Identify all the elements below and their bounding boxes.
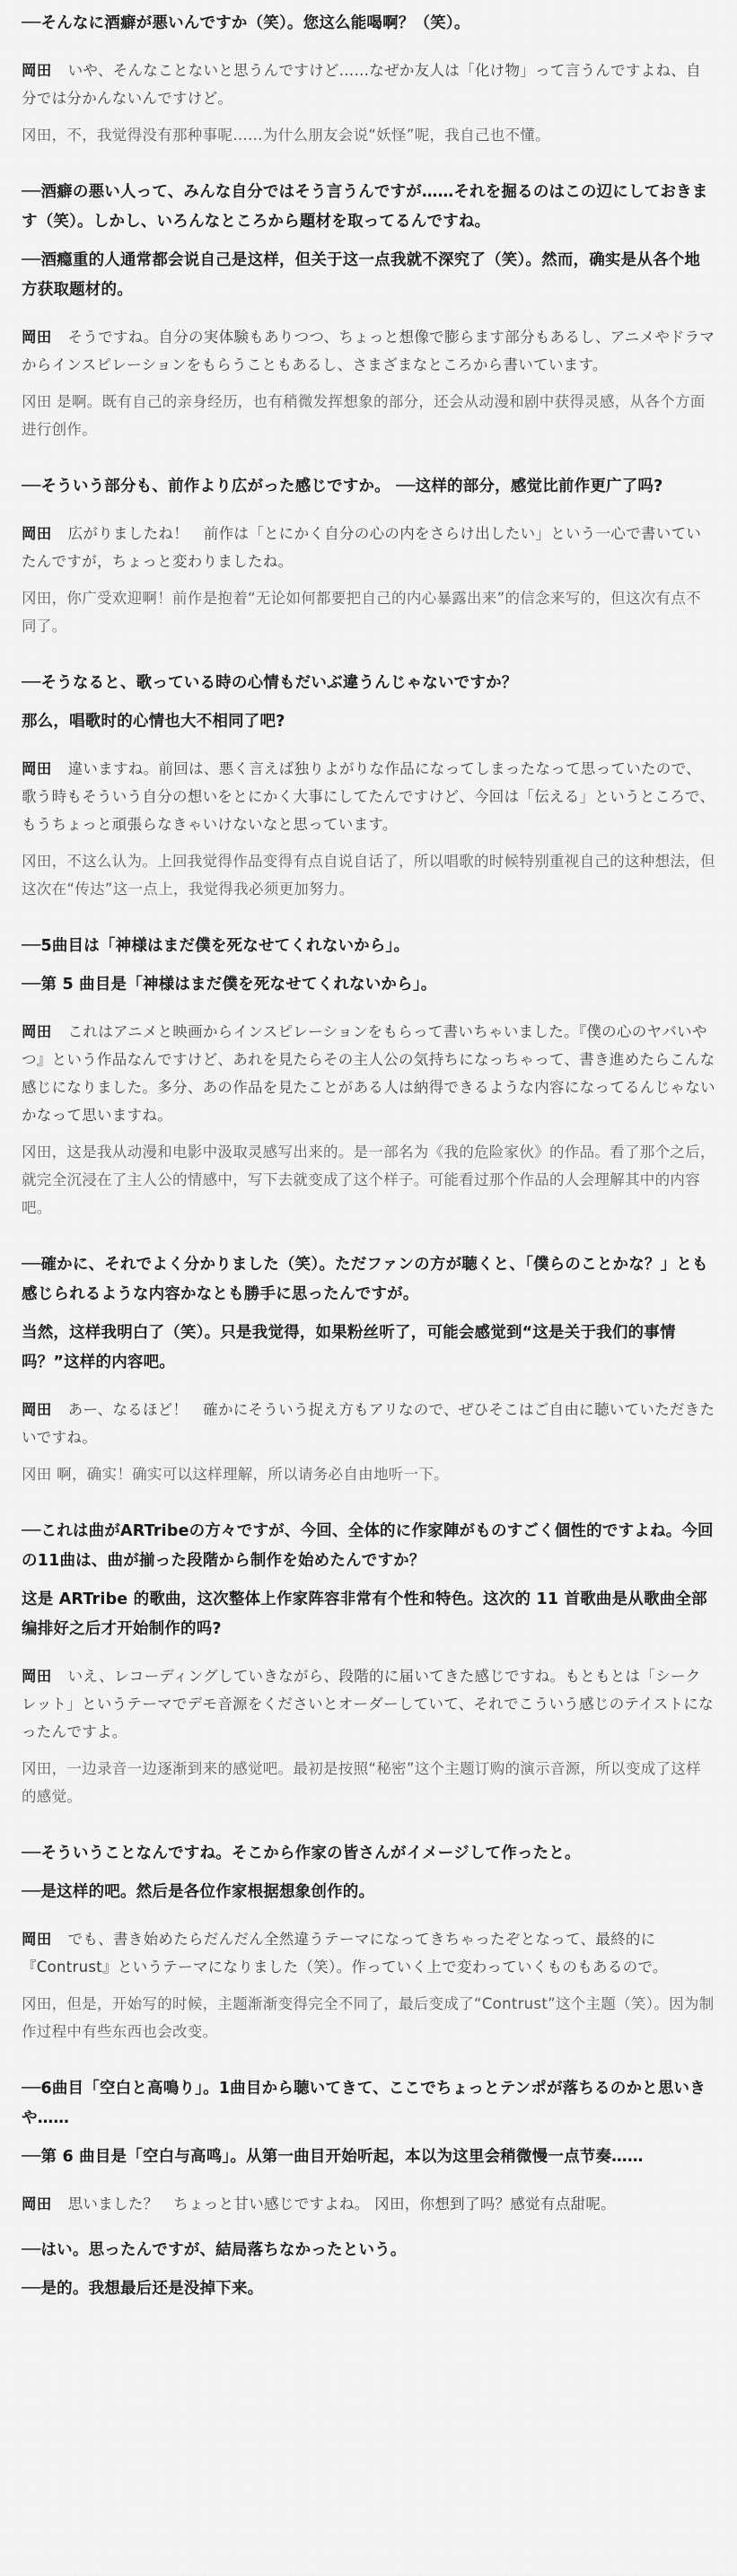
speaker-name: 岡田: [22, 1931, 52, 1948]
interviewer-question: ──5曲目は「神様はまだ僕を死なせてくれないから」。: [22, 937, 410, 955]
answer-text: 違いますね。前回は、悪く言えば独りよがりな作品になってしまったなって思っていたので、歌う時もそういう自分の想いをとにかく大事にしてたんですけど、今回は「伝える」というところで、もうちょっと頑張らなきゃいけないなと思っています。: [22, 760, 715, 833]
interviewer-question: ──酒癖の悪い人って、みんな自分ではそう言うんですが……それを掘るのはこの辺にしておきます（笑）。しかし、いろんなところから題材を取ってるんですね。: [22, 183, 708, 231]
interviewer-question-chinese: 这是 ARTribe 的歌曲，这次整体上作家阵容非常有个性和特色。这次的 11 首歌曲是从歌曲全部编排好之后才开始制作的吗?: [22, 1590, 707, 1638]
answer-text: そうですね。自分の実体験もありつつ、ちょっと想像で膨らます部分もあるし、アニメやドラマからインスピレーションをもらうこともあるし、さまざまなところから書いています。: [22, 329, 715, 373]
interviewer-question-chinese: ──第 6 曲目是「空白与高鸣」。从第一曲目开始听起，本以为这里会稍微慢一点节奏……: [22, 2148, 644, 2166]
answer-chinese: 冈田，你广受欢迎啊！前作是抱着“无论如何都要把自己的内心暴露出来”的信念来写的，但这次有点不同了。: [22, 590, 701, 635]
answer-japanese: [22, 2190, 715, 2218]
speaker-name: 岡田: [22, 760, 52, 777]
answer-chinese: 冈田，不这么认为。上回我觉得作品变得有点自说自话了，所以唱歌的时候特别重视自己的这种想法，但这次在“传达”这一点上，我觉得我必须更加努力。: [22, 853, 715, 898]
answer-chinese: 冈田，不，我觉得没有那种事呢……为什么朋友会说“妖怪”呢，我自己也不懂。: [22, 127, 550, 144]
speaker-name: 岡田: [22, 329, 52, 346]
answer-text: 広がりましたね！ 前作は「とにかく自分の心の内をさらけ出したい」という一心で書いていたんですが，ちょっと変わりましたね。: [22, 525, 702, 570]
speaker-name: 岡田: [22, 525, 52, 542]
speaker-name: 岡田: [22, 62, 52, 79]
interviewer-question: ──そういう部分も、前作より広がった感じですか。 ──这样的部分，感觉比前作更广了吗?: [22, 478, 663, 495]
interviewer-question: ──そうなると、歌っている時の心情もだいぶ違うんじゃないですか？: [22, 674, 518, 692]
answer-text: でも、書き始めたらだんだん全然違うテーマになってきちゃったぞとなって、最終的に『Contrust』というテーマになりました（笑）。作っていく上で変わっていくものもあるので。: [22, 1931, 668, 1976]
interviewer-question: ──これは曲がARTribeの方々ですが、今回、全体的に作家陣がものすごく個性的ですよね。今回の11曲は、曲が揃った段階から制作を始めたんですか？: [22, 1522, 714, 1570]
answer-japanese: [22, 57, 715, 112]
interviewer-question: ──そういうことなんですね。そこから作家の皆さんがイメージして作ったと。: [22, 1844, 581, 1862]
interviewer-question: ──はい。思ったんですが、結局落ちなかったという。: [22, 2241, 407, 2259]
interviewer-question-chinese: ──是的。我想最后还是没掉下来。: [22, 2280, 264, 2298]
speaker-name: 岡田: [22, 1023, 52, 1040]
answer-japanese: [22, 323, 715, 379]
speaker-name: 岡田: [22, 1401, 52, 1418]
interviewer-question-chinese: ──第 5 曲目是「神様はまだ僕を死なせてくれないから」。: [22, 976, 437, 994]
interviewer-question: ──そんなに酒癖が悪いんですか（笑）。您这么能喝啊？（笑）。: [22, 14, 470, 32]
interviewer-question-chinese: ──酒瘾重的人通常都会说自己是这样，但关于这一点我就不深究了（笑）。然而，确实是从各个地方获取题材的。: [22, 251, 701, 299]
answer-text: これはアニメと映画からインスピレーションをもらって書いちゃいました。『僕の心のヤバいやつ』という作品なんですけど、あれを見たらその主人公の気持ちになっちゃって、書き進めたらこんな感じになりました。多分、あの作品を見たことがある人は納得できるような内容になってるんじゃないかなって思いますね。: [22, 1023, 715, 1124]
answer-chinese: 冈田 啊，确实！确实可以这样理解，所以请务必自由地听一下。: [22, 1466, 449, 1483]
answer-chinese: 冈田，这是我从动漫和电影中汲取灵感写出来的。是一部名为《我的危险家伙》的作品。看了那个之后，就完全沉浸在了主人公的情感中，写下去就变成了这个样子。可能看过那个作品的人会理解其中的内容吧。: [22, 1143, 715, 1216]
interviewer-question: ──6曲目「空白と高鳴り」。1曲目から聴いてきて、ここでちょっとテンポが落ちるのかと思いきや……: [22, 2080, 706, 2127]
answer-text: 思いました？ ちょっと甘い感じですよね。: [67, 2195, 370, 2212]
interviewer-question-chinese: ──是这样的吧。然后是各位作家根据想象创作的。: [22, 1883, 375, 1901]
answer-chinese-inline: 冈田，你想到了吗？感觉有点甜呢。: [374, 2195, 616, 2212]
answer-japanese: [22, 1662, 715, 1746]
answer-japanese: [22, 1018, 715, 1129]
answer-chinese: 冈田，一边录音一边逐渐到来的感觉吧。最初是按照“秘密”这个主题订购的演示音源，所以变成了这样的感觉。: [22, 1760, 701, 1805]
speaker-name: 岡田: [22, 1668, 52, 1685]
answer-text: いえ、レコーディングしていきながら、段階的に届いてきた感じですね。もともとは「シークレット」というテーマでデモ音源をくださいとオーダーしていて、それでこういう感じのテイストになったんですよ。: [22, 1668, 714, 1740]
answer-text: いや、そんなことないと思うんですけど……なぜか友人は「化け物」って言うんですよね、自分では分かんないんですけど。: [22, 62, 701, 107]
answer-japanese: [22, 1925, 715, 1981]
interviewer-question-chinese: 当然，这样我明白了（笑）。只是我觉得，如果粉丝听了，可能会感觉到“这是关于我们的事情吗？”这样的内容吧。: [22, 1324, 676, 1371]
answer-japanese: [22, 755, 715, 838]
interviewer-question: ──確かに、それでよく分かりました（笑）。ただファンの方が聴くと、「僕らのことかな？」とも感じられるような内容かなとも勝手に思ったんですが。: [22, 1256, 708, 1303]
answer-text: あー、なるほど！ 確かにそういう捉え方もアリなので、ぜひそこはご自由に聴いていただきたいですね。: [22, 1401, 715, 1446]
answer-japanese: [22, 520, 715, 575]
interviewer-question-chinese: 那么，唱歌时的心情也大不相同了吧?: [22, 713, 285, 731]
answer-chinese: 冈田 是啊。既有自己的亲身经历，也有稍微发挥想象的部分，还会从动漫和剧中获得灵感，从各个方面进行创作。: [22, 393, 706, 438]
answer-japanese: [22, 1396, 715, 1451]
answer-chinese: 冈田，但是，开始写的时候，主题渐渐变得完全不同了，最后变成了“Contrust”这个主题（笑）。因为制作过程中有些东西也会改变。: [22, 1995, 715, 2040]
speaker-name: 岡田: [22, 2195, 52, 2212]
